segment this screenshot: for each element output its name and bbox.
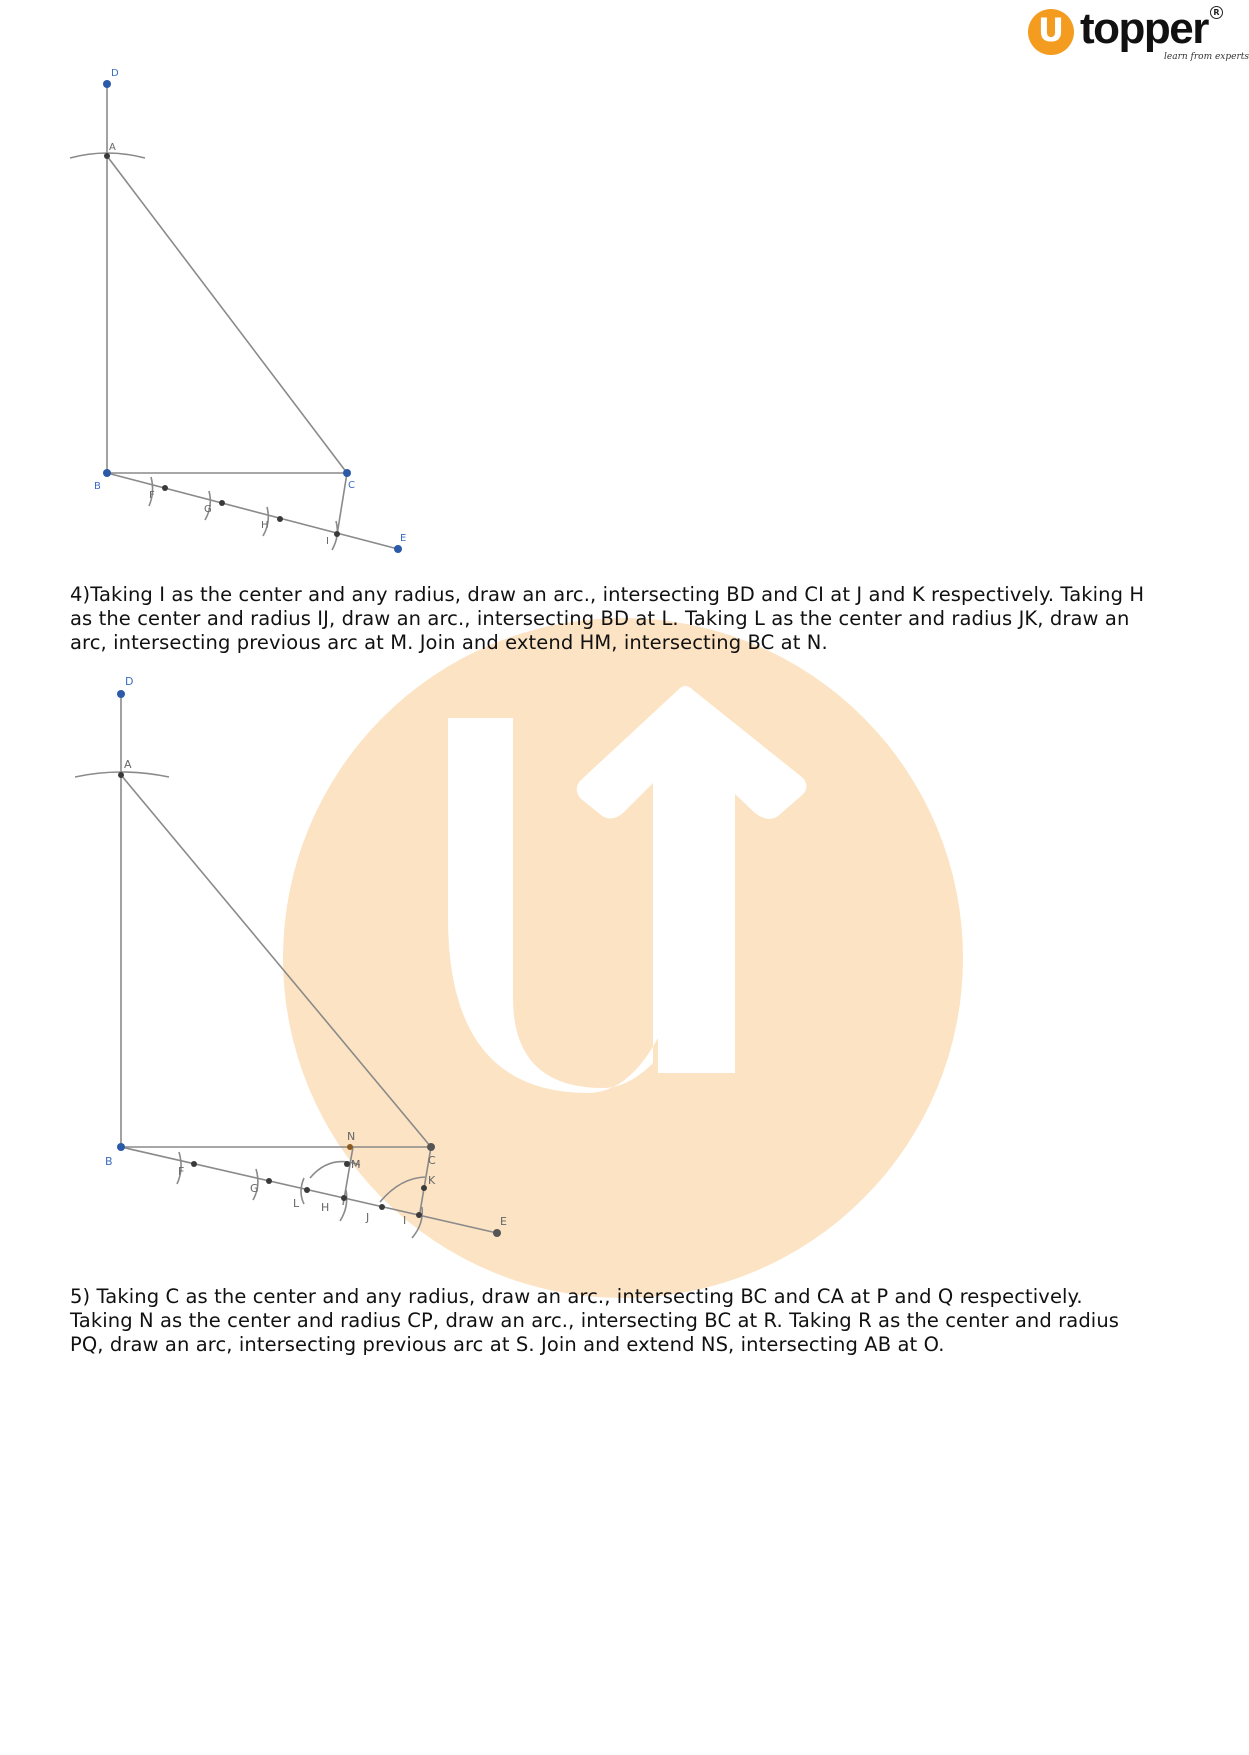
point-A [118,772,124,778]
construction-figure-2 [60,670,540,1260]
point-J [379,1204,385,1210]
point-N [347,1144,353,1150]
label-F: F [178,1165,185,1178]
label-N: N [347,1130,356,1143]
label-H: H [321,1201,330,1214]
label-C: C [428,1154,436,1167]
arc-at-H [340,1190,347,1221]
point-F [162,485,168,491]
topper-wordmark: topper [1080,4,1208,53]
step-4-text: 4)Taking I as the center and any radius, draw an arc., intersecting BD and CI at J and K respectively. Taking H as the center and radius IJ, draw an arc., intersecting BD at L. Taking L as the center and radius JK, draw an arc, intersecting previous arc at M. Join and extend HM, intersecting BC at N. [70,583,1145,654]
point-C [343,469,351,477]
point-H [341,1195,347,1201]
point-M [344,1161,350,1167]
label-E: E [500,1215,507,1228]
construction-figure-1 [60,60,420,570]
point-I [334,531,340,537]
label-F: F [149,490,155,501]
arc-at-L [301,1178,304,1204]
label-D: D [125,675,134,688]
label-H: H [261,520,269,531]
point-G [219,500,225,506]
point-H [277,516,283,522]
point-L [304,1187,310,1193]
point-A [104,153,110,159]
label-D: D [111,68,119,79]
label-I: I [403,1214,407,1227]
point-C [427,1143,435,1151]
topper-tagline: learn from experts [1164,52,1249,62]
label-G: G [204,504,212,515]
step-5-text: 5) Taking C as the center and any radius, draw an arc., intersecting BC and CA at P and Q respectively. Taking N as the center and radius CP, draw an arc., intersecting BC at R. Taking R as the center and radius PQ, draw an arc, intersecting previous arc at S. Join and extend NS, intersecting AB at O. [70,1285,1120,1356]
point-B [117,1143,125,1151]
line-AC [107,156,347,473]
label-E: E [400,533,407,544]
point-G [266,1178,272,1184]
label-A: A [109,142,116,153]
topper-badge-icon: U [1028,9,1074,55]
label-G: G [250,1182,259,1195]
label-M: M [351,1158,361,1171]
registered-mark-icon: R [1210,6,1223,19]
label-A: A [124,758,132,771]
label-B: B [105,1155,113,1168]
line-AC [121,775,431,1147]
point-I [416,1212,422,1218]
label-B: B [94,481,101,492]
label-C: C [348,480,355,491]
point-D [103,80,111,88]
point-K [421,1185,427,1191]
label-J: J [366,1211,370,1224]
point-E [493,1229,501,1237]
point-E [394,545,402,553]
label-I: I [326,536,329,547]
label-L: L [293,1197,300,1210]
arc-at-J [380,1177,425,1202]
point-F [191,1161,197,1167]
point-B [103,469,111,477]
topper-logo [1028,4,1249,68]
point-D [117,690,125,698]
label-K: K [428,1174,436,1187]
line-CI [337,473,347,535]
